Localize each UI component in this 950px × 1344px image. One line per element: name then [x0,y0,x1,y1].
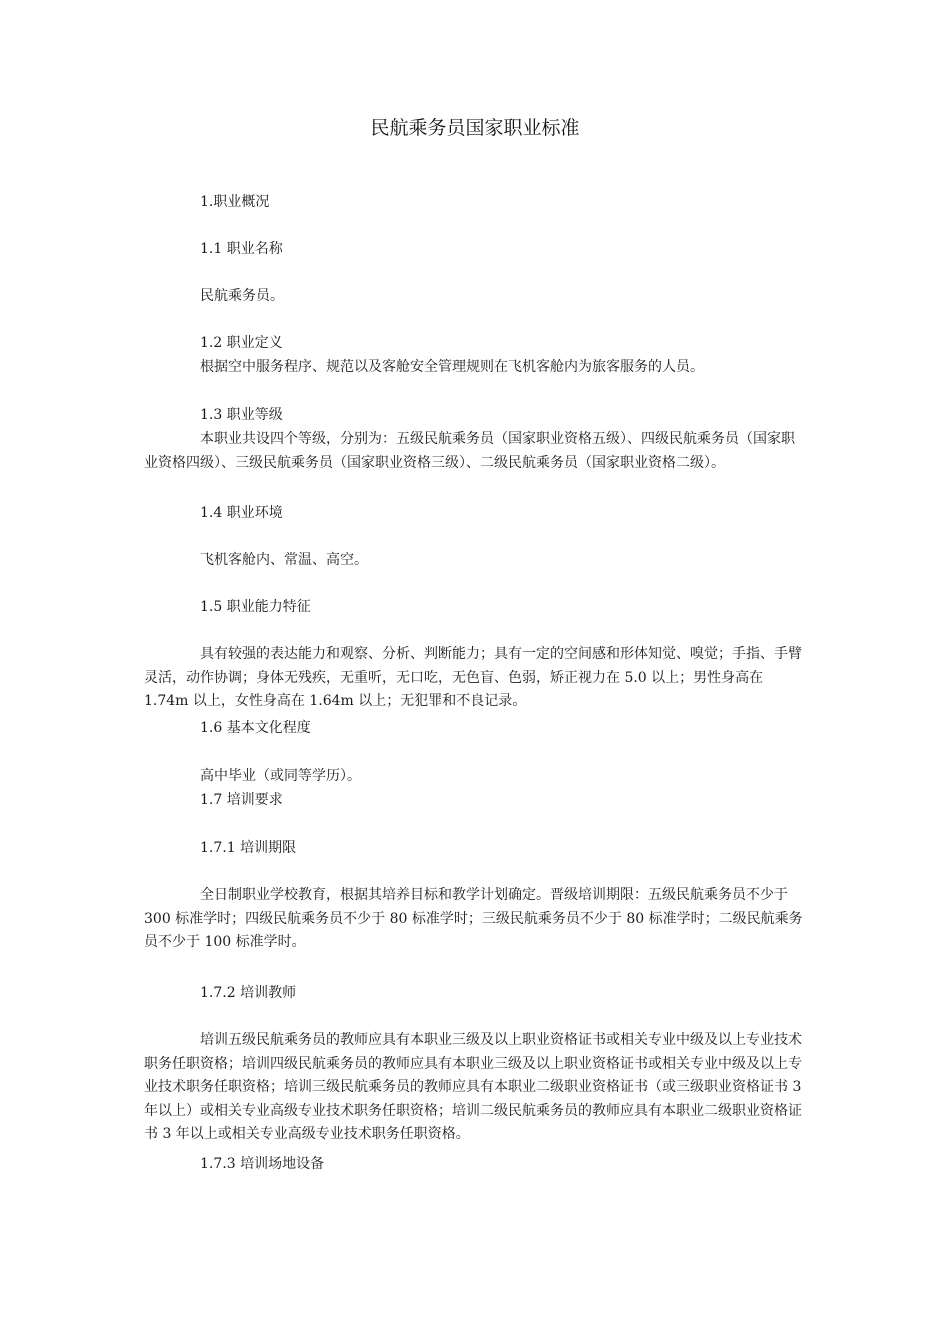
section-text-1-1: 民航乘务员。 [200,288,284,304]
page-title: 民航乘务员国家职业标准 [370,117,580,139]
section-heading-1-4: 1.4 职业环境 [200,505,283,521]
section-heading-1-7-3: 1.7.3 培训场地设备 [200,1156,325,1172]
section-heading-1-2: 1.2 职业定义 [200,335,283,351]
section-text-1-7-1: 全日制职业学校教育，根据其培养目标和教学计划确定。晋级培训期限：五级民航乘务员不少于 300 标准学时；四级民航乘务员不少于 80 标准学时；三级民航乘务员不少于 80 标准学时；二级民航乘务员不少于 100 标准学时。 [144,887,803,950]
section-text-1-3: 本职业共设四个等级，分别为：五级民航乘务员（国家职业资格五级）、四级民航乘务员（国家职业资格四级）、三级民航乘务员（国家职业资格三级）、二级民航乘务员（国家职业资格二级）。 [144,431,795,471]
section-heading-1-5: 1.5 职业能力特征 [200,599,311,615]
section-text-1-4: 飞机客舱内、常温、高空。 [200,552,368,568]
section-heading-1-6: 1.6 基本文化程度 [200,720,311,736]
section-heading-1: 1.职业概况 [200,194,270,210]
section-text-1-5: 具有较强的表达能力和观察、分析、判断能力；具有一定的空间感和形体知觉、嗅觉；手指、手臂灵活，动作协调；身体无残疾，无重听，无口吃，无色盲、色弱，矫正视力在 5.0 以上；男性身高在 1.74m 以上，女性身高在 1.64m 以上；无犯罪和不良记录。 [144,646,802,709]
section-text-1-6: 高中毕业（或同等学历）。 [200,768,361,784]
section-heading-1-7-2: 1.7.2 培训教师 [200,985,297,1001]
section-text-1-2: 根据空中服务程序、规范以及客舱安全管理规则在飞机客舱内为旅客服务的人员。 [200,359,704,375]
section-heading-1-7: 1.7 培训要求 [200,792,283,808]
section-heading-1-7-1: 1.7.1 培训期限 [200,840,297,856]
section-heading-1-3: 1.3 职业等级 [200,407,283,423]
section-text-1-7-2: 培训五级民航乘务员的教师应具有本职业三级及以上职业资格证书或相关专业中级及以上专业技术职务任职资格；培训四级民航乘务员的教师应具有本职业三级及以上职业资格证书或相关专业中级及以上专业技术职务任职资格；培训三级民航乘务员的教师应具有本职业二级职业资格证书（或三级职业资格证书 3 年以上）或相关专业高级专业技术职务任职资格；培训二级民航乘务员的教师应具有本职业二级职业资格证书 3 年以上或相关专业高级专业技术职务任职资格。 [144,1032,802,1142]
section-heading-1-1: 1.1 职业名称 [200,241,283,257]
